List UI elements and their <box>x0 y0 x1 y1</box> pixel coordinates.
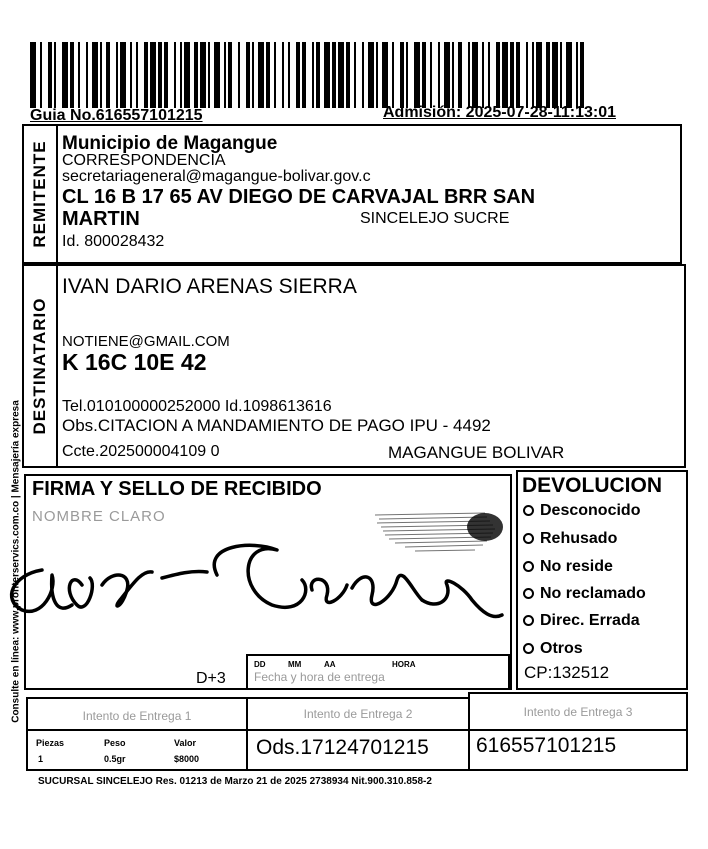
barcode <box>30 42 590 108</box>
guia-num: 616557101215 <box>476 734 617 757</box>
barcode-bar <box>546 42 550 108</box>
barcode-bar <box>70 42 74 108</box>
option-label: Direc. Errada <box>540 612 640 629</box>
barcode-bar <box>258 42 264 108</box>
radio-icon <box>523 588 534 599</box>
barcode-bar <box>376 42 378 108</box>
remitente-address: CL 16 B 17 65 AV DIEGO DE CARVAJAL BRR SAN <box>62 186 536 208</box>
option-label: No reside <box>540 558 613 575</box>
option-label: Otros <box>540 640 583 657</box>
barcode-bar <box>580 42 584 108</box>
footer-text: SUCURSAL SINCELEJO Res. 01213 de Marzo 21 de 2025 2738934 Nit.900.310.858-2 <box>38 776 432 787</box>
barcode-bar <box>510 42 514 108</box>
barcode-bar <box>238 42 240 108</box>
barcode-bar <box>40 42 42 108</box>
piezas-value: 1 <box>38 754 44 764</box>
radio-icon <box>523 615 534 626</box>
barcode-bar <box>438 42 440 108</box>
devolucion-option[interactable] <box>523 558 613 576</box>
barcode-bar <box>302 42 306 108</box>
piezas-header: Piezas <box>36 738 65 748</box>
barcode-bar <box>180 42 182 108</box>
remitente-city: SINCELEJO SUCRE <box>360 210 510 227</box>
destinatario-address: K 16C 10E 42 <box>62 349 207 375</box>
devolucion-option[interactable] <box>523 502 640 520</box>
admision-date: Admisión: 2025-07-28-11:13:01 <box>383 104 616 121</box>
barcode-bar <box>296 42 300 108</box>
remitente-address-2: MARTIN <box>62 208 140 230</box>
barcode-bar <box>228 42 232 108</box>
destinatario-tel: Tel.010100000252000 Id.1098613616 <box>62 398 332 415</box>
barcode-bar <box>106 42 110 108</box>
barcode-bar <box>516 42 520 108</box>
barcode-bar <box>414 42 420 108</box>
signature <box>2 530 512 640</box>
barcode-bar <box>174 42 176 108</box>
intento-2-label: Intento de Entrega 2 <box>303 707 413 721</box>
barcode-bar <box>560 42 562 108</box>
barcode-bar <box>100 42 102 108</box>
barcode-bar <box>78 42 80 108</box>
barcode-bar <box>62 42 68 108</box>
barcode-bar <box>48 42 52 108</box>
barcode-bar <box>576 42 578 108</box>
barcode-bar <box>200 42 206 108</box>
barcode-bar <box>458 42 462 108</box>
fecha-hora: HORA <box>392 660 416 669</box>
barcode-bar <box>482 42 484 108</box>
barcode-bar <box>30 42 36 108</box>
barcode-bar <box>158 42 162 108</box>
barcode-bar <box>362 42 364 108</box>
remitente-id: Id. 800028432 <box>62 233 165 250</box>
barcode-bar <box>184 42 190 108</box>
valor-value: $8000 <box>174 754 200 764</box>
barcode-bar <box>502 42 508 108</box>
barcode-bar <box>468 42 470 108</box>
devolucion-option[interactable] <box>523 585 646 603</box>
guia-number: Guia No.616557101215 <box>30 107 203 124</box>
barcode-bar <box>452 42 454 108</box>
barcode-bar <box>324 42 330 108</box>
firma-title: FIRMA Y SELLO DE RECIBIDO <box>32 478 322 500</box>
barcode-bar <box>382 42 388 108</box>
radio-icon <box>523 505 534 516</box>
devolucion-option[interactable] <box>523 612 640 630</box>
intento-1-label: Intento de Entrega 1 <box>82 709 192 723</box>
barcode-bar <box>214 42 220 108</box>
barcode-bar <box>150 42 156 108</box>
barcode-bar <box>332 42 336 108</box>
devolucion-option[interactable] <box>523 530 617 548</box>
barcode-bar <box>282 42 284 108</box>
remitente-email: secretariageneral@magangue-bolivar.gov.c <box>62 168 371 185</box>
barcode-bar <box>430 42 432 108</box>
barcode-bar <box>136 42 138 108</box>
piezas-box <box>26 729 248 771</box>
barcode-bar <box>444 42 450 108</box>
barcode-bar <box>266 42 270 108</box>
devolucion-cp: CP:132512 <box>524 663 610 682</box>
barcode-bar <box>246 42 250 108</box>
destinatario-email: NOTIENE@GMAIL.COM <box>62 333 230 350</box>
option-label: Desconocido <box>540 502 641 519</box>
nombre-claro: NOMBRE CLARO <box>32 508 166 525</box>
devolucion-option[interactable] <box>523 640 583 658</box>
barcode-bar <box>208 42 210 108</box>
barcode-bar <box>354 42 356 108</box>
barcode-bar <box>252 42 254 108</box>
barcode-bar <box>164 42 168 108</box>
destinatario-obs: Obs.CITACION A MANDAMIENTO DE PAGO IPU - 4492 <box>62 416 491 435</box>
barcode-bar <box>536 42 542 108</box>
option-label: No reclamado <box>540 585 646 602</box>
radio-icon <box>523 561 534 572</box>
devolucion-title: DEVOLUCION <box>522 474 663 497</box>
barcode-bar <box>144 42 148 108</box>
barcode-bar <box>120 42 126 108</box>
destinatario-ccte: Ccte.202500004109 0 <box>62 443 220 460</box>
fecha-dd: DD <box>254 660 266 669</box>
d-plus-3: D+3 <box>196 670 226 687</box>
barcode-bar <box>130 42 132 108</box>
barcode-bar <box>224 42 226 108</box>
fecha-aa: AA <box>324 660 336 669</box>
barcode-bar <box>532 42 534 108</box>
remitente-name: Municipio de Magangue <box>62 133 278 154</box>
fecha-label: Fecha y hora de entrega <box>254 670 385 684</box>
remitente-label: REMITENTE <box>30 140 49 248</box>
ods-number: Ods.17124701215 <box>256 736 429 759</box>
barcode-bar <box>288 42 290 108</box>
peso-header: Peso <box>104 738 126 748</box>
destinatario-label: DESTINATARIO <box>30 297 49 435</box>
remitente-dept: CORRESPONDENCIA <box>62 152 226 169</box>
radio-icon <box>523 643 534 654</box>
barcode-bar <box>312 42 314 108</box>
peso-value: 0.5gr <box>104 754 126 764</box>
valor-header: Valor <box>174 738 197 748</box>
barcode-bar <box>86 42 88 108</box>
intento-3-label: Intento de Entrega 3 <box>523 705 633 719</box>
barcode-bar <box>116 42 118 108</box>
barcode-bar <box>346 42 350 108</box>
barcode-bar <box>472 42 478 108</box>
barcode-bar <box>406 42 408 108</box>
option-label: Rehusado <box>540 530 618 547</box>
barcode-bar <box>194 42 198 108</box>
barcode-bar <box>422 42 426 108</box>
barcode-bar <box>400 42 404 108</box>
barcode-bar <box>92 42 98 108</box>
barcode-bar <box>316 42 320 108</box>
barcode-bar <box>274 42 276 108</box>
barcode-bar <box>552 42 558 108</box>
barcode-bar <box>54 42 56 108</box>
barcode-bar <box>368 42 374 108</box>
destinatario-name: IVAN DARIO ARENAS SIERRA <box>62 275 357 298</box>
destinatario-city: MAGANGUE BOLIVAR <box>388 443 565 462</box>
barcode-bar <box>488 42 490 108</box>
barcode-bar <box>338 42 344 108</box>
side-text: Consulte en línea: www.pronterservics.com.co | Mensajería expresa <box>10 400 22 723</box>
fecha-mm: MM <box>288 660 302 669</box>
barcode-bar <box>392 42 394 108</box>
barcode-bar <box>496 42 500 108</box>
radio-icon <box>523 533 534 544</box>
barcode-bar <box>566 42 572 108</box>
barcode-bar <box>526 42 528 108</box>
